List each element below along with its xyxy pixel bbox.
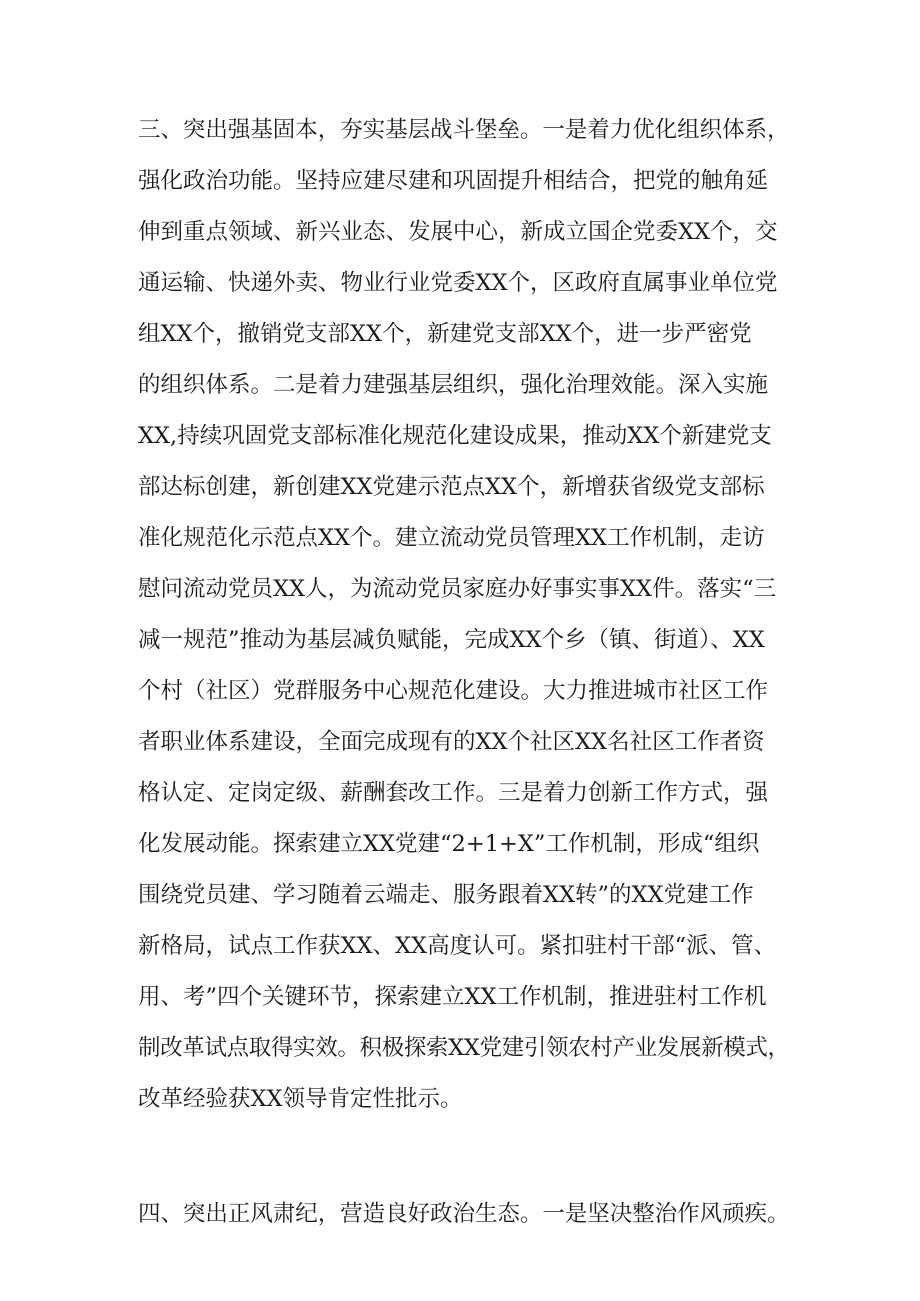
paragraph-line: 化发展动能。探索建立XX党建“2+1+X”工作机制，形成“组织 xyxy=(138,831,760,857)
paragraph-line: 三、突出强基固本，夯实基层战斗堡垒。一是着力优化组织体系， xyxy=(138,117,790,143)
paragraph-line: 减一规范”推动为基层减负赋能，完成XX个乡（镇、街道）、XX xyxy=(138,627,765,653)
paragraph-line: 制改革试点取得实效。积极探索XX党建引领农村产业发展新模式， xyxy=(138,1035,790,1061)
paragraph-line: 准化规范化示范点XX个。建立流动党员管理XX工作机制，走访 xyxy=(138,525,765,551)
paragraph-line: 慰问流动党员XX人，为流动党员家庭办好事实事XX件。落实“三 xyxy=(138,576,777,602)
paragraph-line: 通运输、快递外卖、物业行业党委XX个，区政府直属事业单位党 xyxy=(138,270,778,296)
paragraph-line: 组XX个，撤销党支部XX个，新建党支部XX个，进一步严密党 xyxy=(138,321,752,347)
paragraph-line: 的组织体系。二是着力建强基层组织，强化治理效能。深入实施 xyxy=(138,372,769,398)
paragraph-line: 用、考”四个关键环节，探索建立XX工作机制，推进驻村工作机 xyxy=(138,984,767,1010)
paragraph-line: 新格局，试点工作获XX、XX高度认可。紧扣驻村干部“派、管、 xyxy=(138,933,777,959)
paragraph-line: 围绕党员建、学习随着云端走、服务跟着XX转”的XX党建工作 xyxy=(138,882,754,908)
paragraph-line: 改革经验获XX领导肯定性批示。 xyxy=(138,1086,463,1112)
paragraph-line: 格认定、定岗定级、薪酬套改工作。三是着力创新工作方式，强 xyxy=(138,780,769,806)
paragraph-line: 伸到重点领域、新兴业态、发展中心，新成立国企党委XX个，交 xyxy=(138,219,778,245)
paragraph-line: 个村（社区）党群服务中心规范化建设。大力推进城市社区工作 xyxy=(138,678,769,704)
paragraph-line: 四、突出正风肃纪，营造良好政治生态。一是坚决整治作风顽疾。 xyxy=(138,1201,790,1227)
paragraph-line: XX,持续巩固党支部标准化规范化建设成果，推动XX个新建党支 xyxy=(138,423,772,449)
paragraph-line: 强化政治功能。坚持应建尽建和巩固提升相结合，把党的触角延 xyxy=(138,168,769,194)
paragraph-line: 者职业体系建设，全面完成现有的XX个社区XX名社区工作者资 xyxy=(138,729,765,755)
paragraph-line: 部达标创建，新创建XX党建示范点XX个，新增获省级党支部标 xyxy=(138,474,765,500)
